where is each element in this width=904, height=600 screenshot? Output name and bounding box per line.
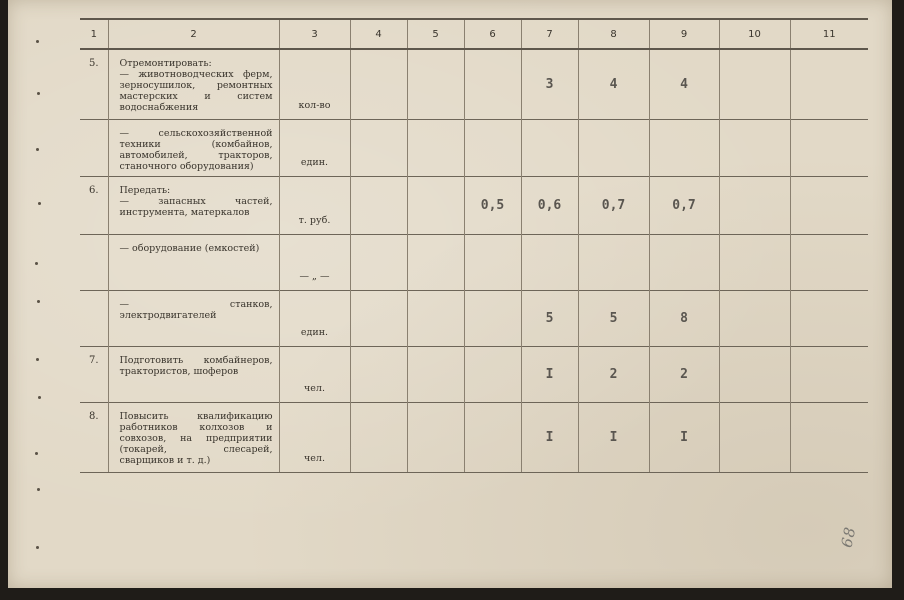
value-cell-col-6: [464, 402, 521, 472]
item-description: Подготовить комбайнеров, трактористов, шоферов: [108, 346, 279, 402]
unit-of-measure: чел.: [279, 402, 350, 472]
value-cell-col-8: I: [578, 402, 649, 472]
table-row: [80, 49, 868, 119]
value-cell-col-5: [407, 290, 464, 346]
value-cell-col-10: [719, 176, 790, 234]
column-header-7: 7: [521, 19, 578, 49]
item-description: — сельскохозяйственной техники (комбайнов, автомобилей, тракторов, станочного оборудования): [108, 119, 279, 176]
value-cell-col-10: [719, 290, 790, 346]
value-cell-col-7: [521, 234, 578, 290]
plan-table: [80, 18, 868, 473]
value-cell-col-7: [521, 119, 578, 176]
value-cell-col-11: [790, 49, 868, 119]
value-cell-col-5: [407, 234, 464, 290]
table-row: [80, 346, 868, 402]
table-row: [80, 119, 868, 176]
value-cell-col-8: 5: [578, 290, 649, 346]
item-description: — станков, электродвигателей: [108, 290, 279, 346]
column-header-6: 6: [464, 19, 521, 49]
column-header-3: 3: [279, 19, 350, 49]
column-header-5: 5: [407, 19, 464, 49]
table-row: [80, 176, 868, 234]
value-cell-col-4: [350, 346, 407, 402]
value-cell-col-6: [464, 290, 521, 346]
value-cell-col-5: [407, 49, 464, 119]
value-cell-col-10: [719, 346, 790, 402]
value-cell-col-7: I: [521, 346, 578, 402]
value-cell-col-11: [790, 402, 868, 472]
value-cell-col-9: I: [649, 402, 719, 472]
value-cell-col-9: [649, 119, 719, 176]
item-description: Передать: — запасных частей, инструмента, матеркалов: [108, 176, 279, 234]
value-cell-col-4: [350, 234, 407, 290]
value-cell-col-10: [719, 49, 790, 119]
unit-of-measure: т. руб.: [279, 176, 350, 234]
value-cell-col-10: [719, 234, 790, 290]
item-number: 8.: [80, 402, 108, 472]
unit-of-measure: един.: [279, 290, 350, 346]
item-number: 7.: [80, 346, 108, 402]
value-cell-col-4: [350, 402, 407, 472]
unit-of-measure: кол-во: [279, 49, 350, 119]
item-description: Отремонтировать: — животноводческих ферм, зерносушилок, ремонтных мастерских и систем водоснабжения: [108, 49, 279, 119]
value-cell-col-10: [719, 119, 790, 176]
page-number: 68: [837, 524, 860, 550]
value-cell-col-9: 2: [649, 346, 719, 402]
value-cell-col-5: [407, 346, 464, 402]
value-cell-col-6: [464, 346, 521, 402]
unit-of-measure: чел.: [279, 346, 350, 402]
value-cell-col-6: [464, 119, 521, 176]
value-cell-col-9: 0,7: [649, 176, 719, 234]
value-cell-col-5: [407, 402, 464, 472]
item-number: 6.: [80, 176, 108, 234]
value-cell-col-8: [578, 119, 649, 176]
value-cell-col-7: I: [521, 402, 578, 472]
value-cell-col-8: 0,7: [578, 176, 649, 234]
column-header-10: 10: [719, 19, 790, 49]
item-number: [80, 234, 108, 290]
value-cell-col-11: [790, 119, 868, 176]
value-cell-col-4: [350, 119, 407, 176]
item-number: [80, 290, 108, 346]
column-header-11: 11: [790, 19, 868, 49]
value-cell-col-5: [407, 119, 464, 176]
column-header-8: 8: [578, 19, 649, 49]
item-number: 5.: [80, 49, 108, 119]
value-cell-col-11: [790, 234, 868, 290]
value-cell-col-9: 8: [649, 290, 719, 346]
column-header-2: 2: [108, 19, 279, 49]
value-cell-col-6: 0,5: [464, 176, 521, 234]
value-cell-col-6: [464, 49, 521, 119]
value-cell-col-7: 3: [521, 49, 578, 119]
value-cell-col-9: 4: [649, 49, 719, 119]
value-cell-col-8: 2: [578, 346, 649, 402]
value-cell-col-4: [350, 49, 407, 119]
table-row: [80, 290, 868, 346]
value-cell-col-11: [790, 346, 868, 402]
value-cell-col-4: [350, 290, 407, 346]
unit-of-measure: — „ —: [279, 234, 350, 290]
item-number: [80, 119, 108, 176]
table-row: [80, 234, 868, 290]
value-cell-col-4: [350, 176, 407, 234]
unit-of-measure: един.: [279, 119, 350, 176]
item-description: Повысить квалификацию работников колхозов и совхозов, на предприятии (токарей, слесарей, сварщиков и т. д.): [108, 402, 279, 472]
value-cell-col-11: [790, 176, 868, 234]
value-cell-col-10: [719, 402, 790, 472]
header-row: [80, 19, 868, 49]
value-cell-col-9: [649, 234, 719, 290]
value-cell-col-8: 4: [578, 49, 649, 119]
value-cell-col-11: [790, 290, 868, 346]
value-cell-col-7: 5: [521, 290, 578, 346]
column-header-9: 9: [649, 19, 719, 49]
value-cell-col-5: [407, 176, 464, 234]
value-cell-col-6: [464, 234, 521, 290]
document-page: [8, 0, 892, 588]
column-header-1: 1: [80, 19, 108, 49]
value-cell-col-7: 0,6: [521, 176, 578, 234]
item-description: — оборудование (емкостей): [108, 234, 279, 290]
table-row: [80, 402, 868, 472]
value-cell-col-8: [578, 234, 649, 290]
column-header-4: 4: [350, 19, 407, 49]
